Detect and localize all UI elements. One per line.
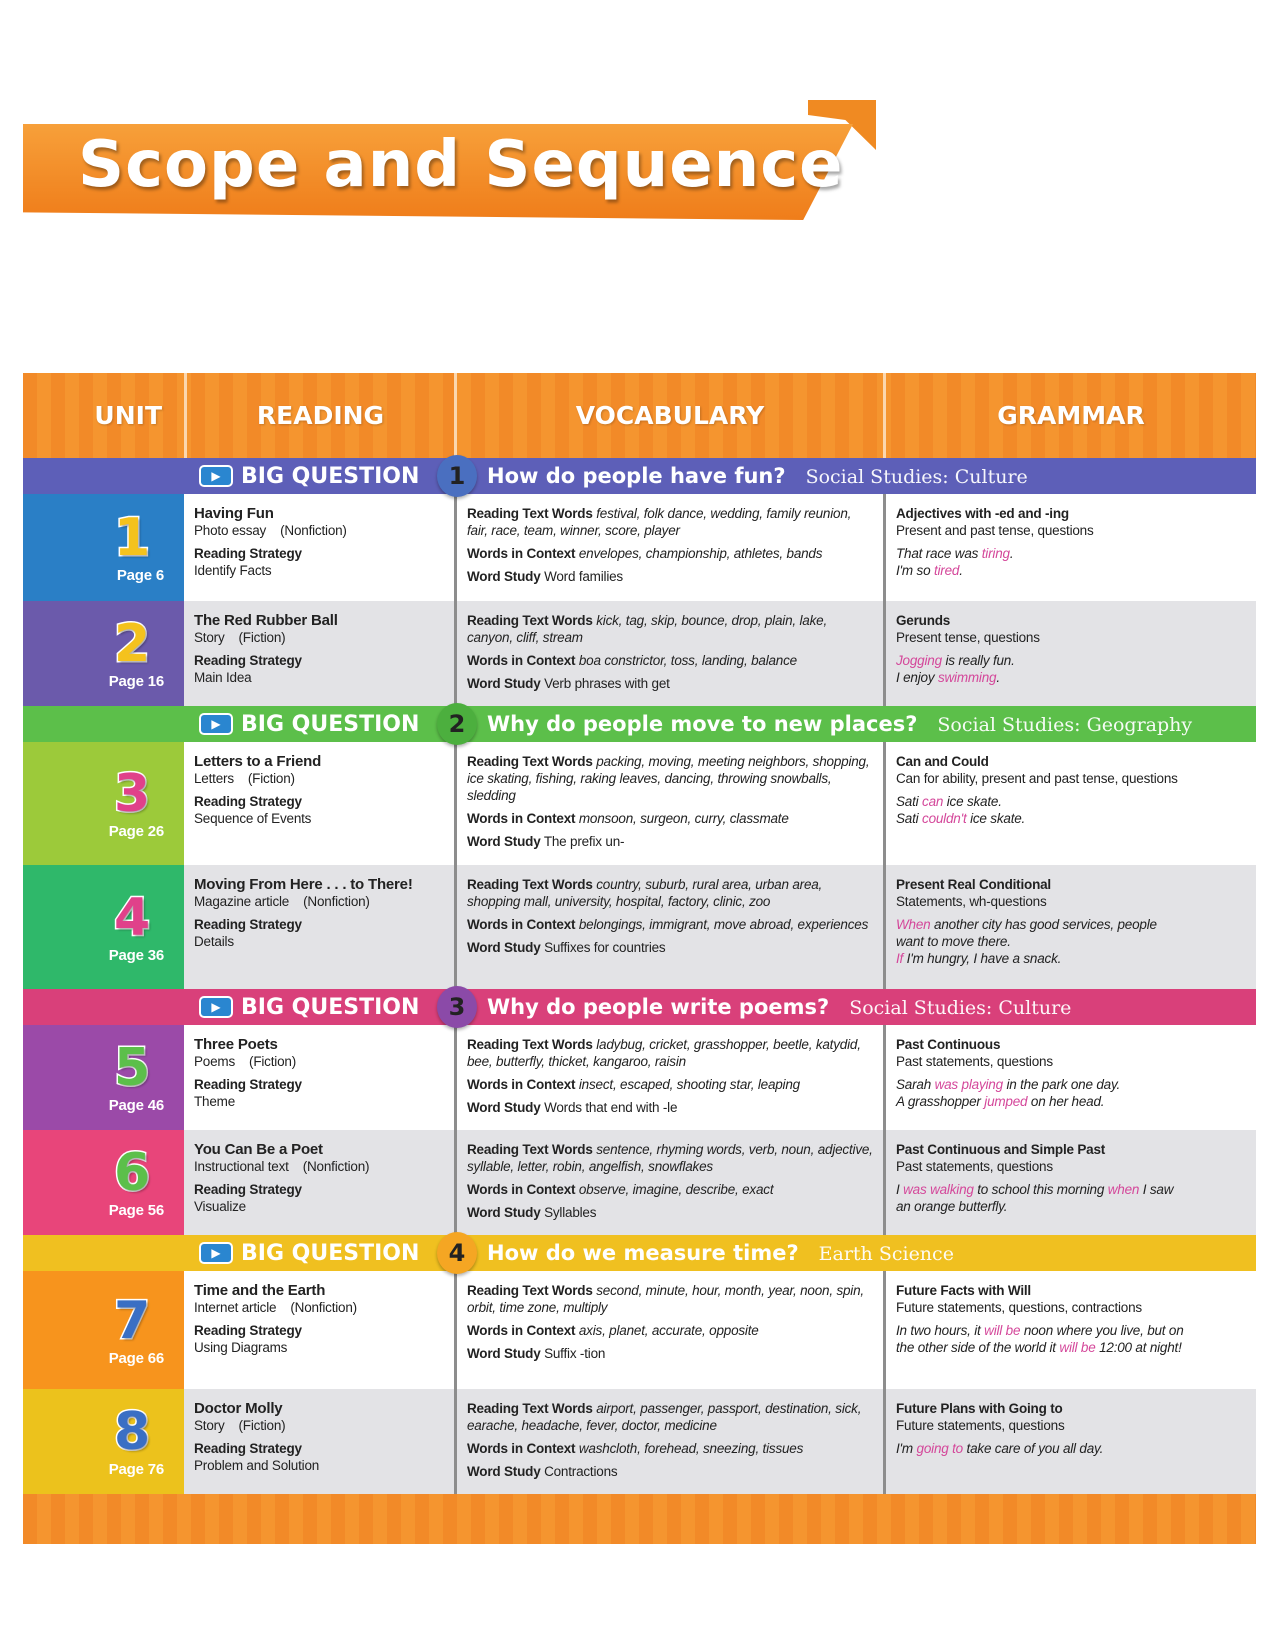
unit-cell — [23, 1389, 184, 1494]
highlighted-text: will be — [984, 1323, 1021, 1338]
vocab-ws — [467, 1099, 873, 1116]
vocab-ws — [467, 833, 873, 850]
page-title: Scope and Sequence — [78, 128, 844, 202]
vocab-words: Syllables — [544, 1205, 597, 1220]
grammar-title: Past Continuous — [896, 1037, 1001, 1052]
unit-number: 3 — [114, 764, 150, 824]
vocab-words: envelopes, championship, athletes, bands — [578, 546, 823, 561]
example-text: Sarah — [896, 1077, 935, 1092]
big-question-text — [487, 712, 1192, 736]
reading-cell — [184, 494, 454, 601]
vocab-wic — [467, 545, 873, 562]
unit-cell — [23, 1025, 184, 1130]
unit-row — [23, 742, 1256, 865]
vocabulary-cell — [454, 1130, 883, 1235]
vocab-ws — [467, 675, 873, 692]
example-text: I saw an orange butterfly. — [896, 1182, 1174, 1214]
reading-strategy-label: Reading Strategy — [194, 1182, 302, 1197]
table-footer — [23, 1494, 1256, 1544]
reading-genre — [194, 1417, 444, 1434]
genre-type: (Fiction) — [238, 1418, 286, 1433]
header-grammar: GRAMMAR — [883, 373, 1256, 458]
vocab-label: Reading Text Words — [467, 1283, 593, 1298]
vocab-words: ladybug, cricket, grasshopper, beetle, katydid, bee, butterfly, thicket, kangaroo, raisin — [467, 1037, 861, 1069]
big-question-label: BIG QUESTION — [241, 994, 420, 1020]
vocab-wic — [467, 810, 873, 827]
grammar-subtitle: Past statements, questions — [896, 1054, 1053, 1069]
unit-number: 7 — [114, 1290, 150, 1351]
grammar-subtitle: Can for ability, present and past tense, questions — [896, 771, 1178, 786]
grammar-subtitle: Present and past tense, questions — [896, 523, 1094, 538]
reading-genre — [194, 522, 444, 539]
reading-strategy-label: Reading Strategy — [194, 1077, 302, 1092]
vocab-ws — [467, 568, 873, 585]
reading-cell — [184, 865, 454, 989]
reading-strategy-label: Reading Strategy — [194, 917, 302, 932]
grammar-example — [896, 652, 1186, 669]
unit-page[interactable]: Page 46 — [108, 1097, 164, 1114]
vocab-label: Reading Text Words — [467, 877, 593, 892]
unit-cell — [23, 742, 184, 865]
vocabulary-cell — [454, 865, 883, 989]
highlighted-text: Jogging — [896, 653, 942, 668]
play-video-icon[interactable]: ▶ — [199, 465, 233, 487]
highlighted-text: going to — [916, 1441, 963, 1456]
vocabulary-cell — [454, 494, 883, 601]
reading-strategy-label: Reading Strategy — [194, 1441, 302, 1456]
vocab-label: Words in Context — [467, 653, 576, 668]
header-unit: UNIT — [94, 401, 162, 430]
vocab-label: Reading Text Words — [467, 1142, 593, 1157]
big-question-number: 4 — [437, 1232, 477, 1274]
example-text: In two hours, it — [896, 1323, 985, 1338]
example-text: I'm hungry, I have a snack. — [903, 951, 1062, 966]
subject-topic: Social Studies: Geography — [937, 714, 1193, 736]
unit-row — [23, 1025, 1256, 1130]
example-text: take care of you all day. — [962, 1441, 1104, 1456]
example-text: another city has good services, people want to move there. — [896, 917, 1157, 949]
reading-cell — [184, 1389, 454, 1494]
big-question-label: BIG QUESTION — [241, 1240, 420, 1266]
big-question-text — [487, 995, 1071, 1019]
question: How do we measure time? — [487, 1241, 799, 1265]
vocab-wic — [467, 1181, 873, 1198]
unit-row — [23, 494, 1256, 601]
grammar-example — [896, 545, 1186, 562]
grammar-subtitle: Future statements, questions — [896, 1418, 1065, 1433]
vocab-label: Word Study — [467, 940, 541, 955]
grammar-example — [896, 669, 1186, 686]
unit-page[interactable]: Page 56 — [108, 1202, 164, 1219]
vocab-words: insect, escaped, shooting star, leaping — [578, 1077, 800, 1092]
reading-genre — [194, 770, 444, 787]
reading-strategy-label: Reading Strategy — [194, 546, 302, 561]
reading-genre — [194, 1053, 444, 1070]
example-text: Sati — [896, 811, 923, 826]
reading-title: Time and the Earth — [194, 1282, 326, 1299]
vocab-label: Reading Text Words — [467, 754, 593, 769]
big-question-bar — [23, 1235, 1256, 1271]
vocab-words: Suffixes for countries — [544, 940, 666, 955]
vocab-words: The prefix un- — [543, 834, 625, 849]
genre: Story — [194, 630, 225, 645]
reading-strategy: Problem and Solution — [194, 1458, 320, 1473]
genre-type: (Nonfiction) — [303, 894, 370, 909]
grammar-example — [896, 1440, 1186, 1457]
genre: Instructional text — [194, 1159, 289, 1174]
reading-strategy: Identify Facts — [194, 563, 272, 578]
highlighted-text: when — [1107, 1182, 1140, 1197]
unit-cell — [23, 1271, 184, 1389]
vocab-words: sentence, rhyming words, verb, noun, adjective, syllable, letter, robin, angelfish, snowflakes — [467, 1142, 873, 1174]
unit-number: 5 — [114, 1038, 150, 1098]
highlighted-text: was walking — [903, 1182, 974, 1197]
vocab-words: packing, moving, meeting neighbors, shopping, ice skating, fishing, raking leaves, dancing, throwing snowballs, sledding — [467, 754, 870, 803]
genre-type: (Nonfiction) — [290, 1300, 357, 1315]
vocab-words: festival, folk dance, wedding, family reunion, fair, race, team, winner, score, player — [467, 506, 852, 538]
vocab-rtw — [467, 1282, 873, 1316]
big-question-number: 2 — [437, 703, 477, 745]
grammar-cell — [883, 742, 1256, 865]
vocab-rtw — [467, 753, 873, 804]
grammar-cell — [883, 1130, 1256, 1235]
reading-strategy: Visualize — [194, 1199, 246, 1214]
reading-cell — [184, 742, 454, 865]
vocab-label: Word Study — [467, 569, 541, 584]
vocab-rtw — [467, 612, 873, 646]
vocab-words: kick, tag, skip, bounce, drop, plain, lake, canyon, cliff, stream — [467, 613, 828, 645]
vocab-label: Words in Context — [467, 917, 576, 932]
unit-page[interactable]: Page 36 — [108, 946, 164, 964]
grammar-example — [896, 1093, 1186, 1110]
genre-type: (Nonfiction) — [302, 1159, 370, 1174]
vocabulary-cell — [454, 742, 883, 865]
highlighted-text: tiring — [981, 546, 1010, 561]
vocab-ws — [467, 1345, 873, 1362]
unit-row — [23, 1389, 1256, 1494]
vocab-ws — [467, 1463, 873, 1480]
unit-cell — [23, 1130, 184, 1235]
vocab-wic — [467, 1076, 873, 1093]
grammar-title: Can and Could — [896, 754, 989, 769]
grammar-example — [896, 950, 1186, 967]
highlighted-text: When — [896, 917, 931, 932]
reading-genre — [194, 1158, 444, 1175]
reading-strategy: Theme — [194, 1094, 236, 1109]
unit-cell — [23, 865, 184, 989]
reading-strategy: Using Diagrams — [194, 1340, 288, 1355]
grammar-title: Adjectives with -ed and -ing — [896, 506, 1069, 521]
big-question-text — [487, 1241, 954, 1265]
vocabulary-cell — [454, 1025, 883, 1130]
grammar-title: Future Plans with Going to — [896, 1401, 1063, 1416]
grammar-example — [896, 916, 1186, 950]
grammar-example — [896, 793, 1186, 810]
vocab-words: Contractions — [544, 1464, 618, 1479]
example-text: noon where you live, but on the other side of the world it — [896, 1323, 1184, 1355]
example-text: A grasshopper — [896, 1094, 985, 1109]
play-video-icon[interactable]: ▶ — [199, 1242, 233, 1264]
reading-genre — [194, 1299, 444, 1316]
grammar-example — [896, 810, 1186, 827]
reading-strategy: Main Idea — [194, 670, 252, 685]
example-text: I'm — [896, 1441, 917, 1456]
genre: Story — [194, 1418, 225, 1433]
vocab-label: Reading Text Words — [467, 613, 593, 628]
play-video-icon[interactable]: ▶ — [199, 713, 233, 735]
example-text: I — [896, 1182, 904, 1197]
vocab-label: Word Study — [467, 1346, 541, 1361]
header-vocabulary: VOCABULARY — [454, 373, 883, 458]
vocab-rtw — [467, 876, 873, 910]
grammar-cell — [883, 865, 1256, 989]
grammar-cell — [883, 1271, 1256, 1389]
unit-cell — [23, 494, 184, 601]
unit-row — [23, 865, 1256, 989]
reading-title: Doctor Molly — [194, 1400, 283, 1417]
genre-type: (Nonfiction) — [280, 523, 347, 538]
example-text: is really fun. — [941, 653, 1015, 668]
reading-strategy-label: Reading Strategy — [194, 1323, 302, 1338]
unit-page[interactable]: Page 66 — [108, 1349, 164, 1367]
unit-page[interactable]: Page 76 — [108, 1461, 164, 1478]
big-question-bar — [23, 706, 1256, 742]
vocab-rtw — [467, 505, 873, 539]
vocab-wic — [467, 1322, 873, 1339]
vocab-words: axis, planet, accurate, opposite — [578, 1323, 759, 1338]
reading-strategy-label: Reading Strategy — [194, 794, 302, 809]
unit-row — [23, 601, 1256, 706]
grammar-subtitle: Statements, wh-questions — [896, 894, 1047, 909]
vocab-label: Words in Context — [467, 1182, 576, 1197]
vocab-words: Verb phrases with get — [544, 676, 670, 691]
example-text: . — [1009, 546, 1014, 561]
vocab-words: monsoon, surgeon, curry, classmate — [578, 811, 789, 826]
table-header — [23, 373, 1256, 458]
vocabulary-cell — [454, 601, 883, 706]
big-question-text — [487, 464, 1028, 488]
vocab-label: Words in Context — [467, 1441, 576, 1456]
unit-page[interactable]: Page 26 — [108, 823, 164, 840]
reading-title: Letters to a Friend — [194, 753, 322, 770]
genre-type: (Fiction) — [247, 771, 295, 786]
reading-title: Moving From Here . . . to There! — [194, 876, 413, 893]
grammar-title: Present Real Conditional — [896, 877, 1051, 892]
vocabulary-cell — [454, 1389, 883, 1494]
vocab-words: Word families — [544, 569, 623, 584]
example-text: That race was — [896, 546, 982, 561]
highlighted-text: was playing — [934, 1077, 1003, 1092]
vocab-wic — [467, 652, 873, 669]
genre: Magazine article — [194, 894, 290, 909]
grammar-cell — [883, 494, 1256, 601]
unit-number: 8 — [114, 1402, 150, 1462]
big-question-number: 3 — [437, 986, 477, 1028]
highlighted-text: can — [922, 794, 944, 809]
vocab-rtw — [467, 1400, 873, 1434]
reading-title: The Red Rubber Ball — [194, 612, 338, 629]
reading-strategy: Sequence of Events — [194, 811, 312, 826]
reading-cell — [184, 601, 454, 706]
highlighted-text: tired — [933, 563, 960, 578]
genre-type: (Fiction) — [238, 630, 286, 645]
genre: Internet article — [194, 1300, 277, 1315]
question: Why do people move to new places? — [487, 712, 918, 736]
vocab-rtw — [467, 1141, 873, 1175]
highlighted-text: couldn't — [922, 811, 967, 826]
grammar-title: Past Continuous and Simple Past — [896, 1142, 1106, 1157]
reading-title: Having Fun — [194, 505, 274, 522]
example-text: 12:00 at night! — [1095, 1340, 1182, 1355]
subject-topic: Earth Science — [818, 1243, 954, 1265]
unit-number: 1 — [114, 508, 150, 568]
question: How do people have fun? — [487, 464, 786, 488]
big-question-label: BIG QUESTION — [241, 463, 420, 489]
grammar-cell — [883, 1025, 1256, 1130]
vocab-wic — [467, 1440, 873, 1457]
genre: Letters — [194, 771, 234, 786]
vocab-label: Words in Context — [467, 1323, 576, 1338]
vocab-ws — [467, 1204, 873, 1221]
vocab-wic — [467, 916, 873, 933]
vocab-words: washcloth, forehead, sneezing, tissues — [578, 1441, 804, 1456]
example-text: . — [996, 670, 1000, 685]
vocab-label: Reading Text Words — [467, 1401, 593, 1416]
vocab-label: Word Study — [467, 834, 541, 849]
example-text: I enjoy — [896, 670, 938, 685]
vocab-label: Words in Context — [467, 811, 576, 826]
example-text: ice skate. — [966, 811, 1026, 826]
example-text: on her head. — [1027, 1094, 1105, 1109]
genre: Poems — [194, 1054, 236, 1069]
unit-cell — [23, 601, 184, 706]
genre-type: (Fiction) — [249, 1054, 296, 1069]
vocab-label: Word Study — [467, 1100, 541, 1115]
example-text: in the park one day. — [1002, 1077, 1121, 1092]
unit-row — [23, 1130, 1256, 1235]
vocab-words: Words that end with -le — [544, 1100, 678, 1115]
example-text: I'm so — [896, 563, 934, 578]
grammar-subtitle: Future statements, questions, contractions — [896, 1300, 1142, 1315]
unit-page[interactable]: Page 6 — [116, 567, 164, 584]
vocabulary-cell — [454, 1271, 883, 1389]
big-question-number: 1 — [437, 455, 477, 497]
reading-strategy: Details — [194, 934, 234, 949]
example-text: . — [959, 563, 963, 578]
vocab-rtw — [467, 1036, 873, 1070]
reading-strategy-label: Reading Strategy — [194, 653, 302, 668]
unit-number: 4 — [114, 887, 150, 948]
vocab-words: Suffix -tion — [544, 1346, 606, 1361]
vocab-label: Reading Text Words — [467, 506, 593, 521]
reading-cell — [184, 1130, 454, 1235]
vocab-ws — [467, 939, 873, 956]
vocab-label: Words in Context — [467, 1077, 576, 1092]
reading-genre — [194, 893, 444, 910]
example-text: Sati — [896, 794, 923, 809]
vocab-words: country, suburb, rural area, urban area, shopping mall, university, hospital, factory, clinic, zoo — [467, 877, 823, 909]
grammar-example — [896, 1076, 1186, 1093]
grammar-subtitle: Present tense, questions — [896, 630, 1040, 645]
unit-number: 2 — [114, 614, 150, 674]
vocab-label: Word Study — [467, 1205, 541, 1220]
grammar-example — [896, 1322, 1186, 1356]
example-text: to school this morning — [973, 1182, 1108, 1197]
reading-genre — [194, 629, 444, 646]
grammar-title: Future Facts with Will — [896, 1283, 1031, 1298]
unit-page[interactable]: Page 16 — [108, 673, 164, 690]
unit-number: 6 — [114, 1143, 150, 1203]
question: Why do people write poems? — [487, 995, 830, 1019]
vocab-words: observe, imagine, describe, exact — [578, 1182, 774, 1197]
grammar-subtitle: Past statements, questions — [896, 1159, 1053, 1174]
play-video-icon[interactable]: ▶ — [199, 996, 233, 1018]
highlighted-text: will be — [1059, 1340, 1096, 1355]
reading-title: You Can Be a Poet — [194, 1141, 323, 1158]
grammar-example — [896, 562, 1186, 579]
grammar-example — [896, 1181, 1186, 1215]
vocab-label: Word Study — [467, 676, 541, 691]
big-question-bar — [23, 989, 1256, 1025]
subject-topic: Social Studies: Culture — [805, 466, 1028, 488]
vocab-label: Word Study — [467, 1464, 541, 1479]
genre: Photo essay — [194, 523, 267, 538]
vocab-label: Words in Context — [467, 546, 576, 561]
highlighted-text: If — [896, 951, 904, 966]
unit-row — [23, 1271, 1256, 1389]
reading-title: Three Poets — [194, 1036, 278, 1053]
grammar-title: Gerunds — [896, 613, 951, 628]
scope-sequence-table — [23, 373, 1256, 1544]
vocab-label: Reading Text Words — [467, 1037, 593, 1052]
reading-cell — [184, 1271, 454, 1389]
reading-cell — [184, 1025, 454, 1130]
vocab-words: airport, passenger, passport, destination, sick, earache, headache, fever, doctor, medicine — [467, 1401, 862, 1433]
highlighted-text: jumped — [984, 1094, 1028, 1109]
highlighted-text: swimming — [937, 670, 997, 685]
big-question-bar — [23, 458, 1256, 494]
big-question-label: BIG QUESTION — [241, 711, 420, 737]
header-reading: READING — [184, 373, 454, 458]
grammar-cell — [883, 1389, 1256, 1494]
vocab-words: boa constrictor, toss, landing, balance — [578, 653, 797, 668]
grammar-cell — [883, 601, 1256, 706]
vocab-words: belongings, immigrant, move abroad, experiences — [578, 917, 869, 932]
subject-topic: Social Studies: Culture — [849, 997, 1072, 1019]
vocab-words: second, minute, hour, month, year, noon, spin, orbit, time zone, multiply — [467, 1283, 864, 1315]
example-text: ice skate. — [943, 794, 1002, 809]
